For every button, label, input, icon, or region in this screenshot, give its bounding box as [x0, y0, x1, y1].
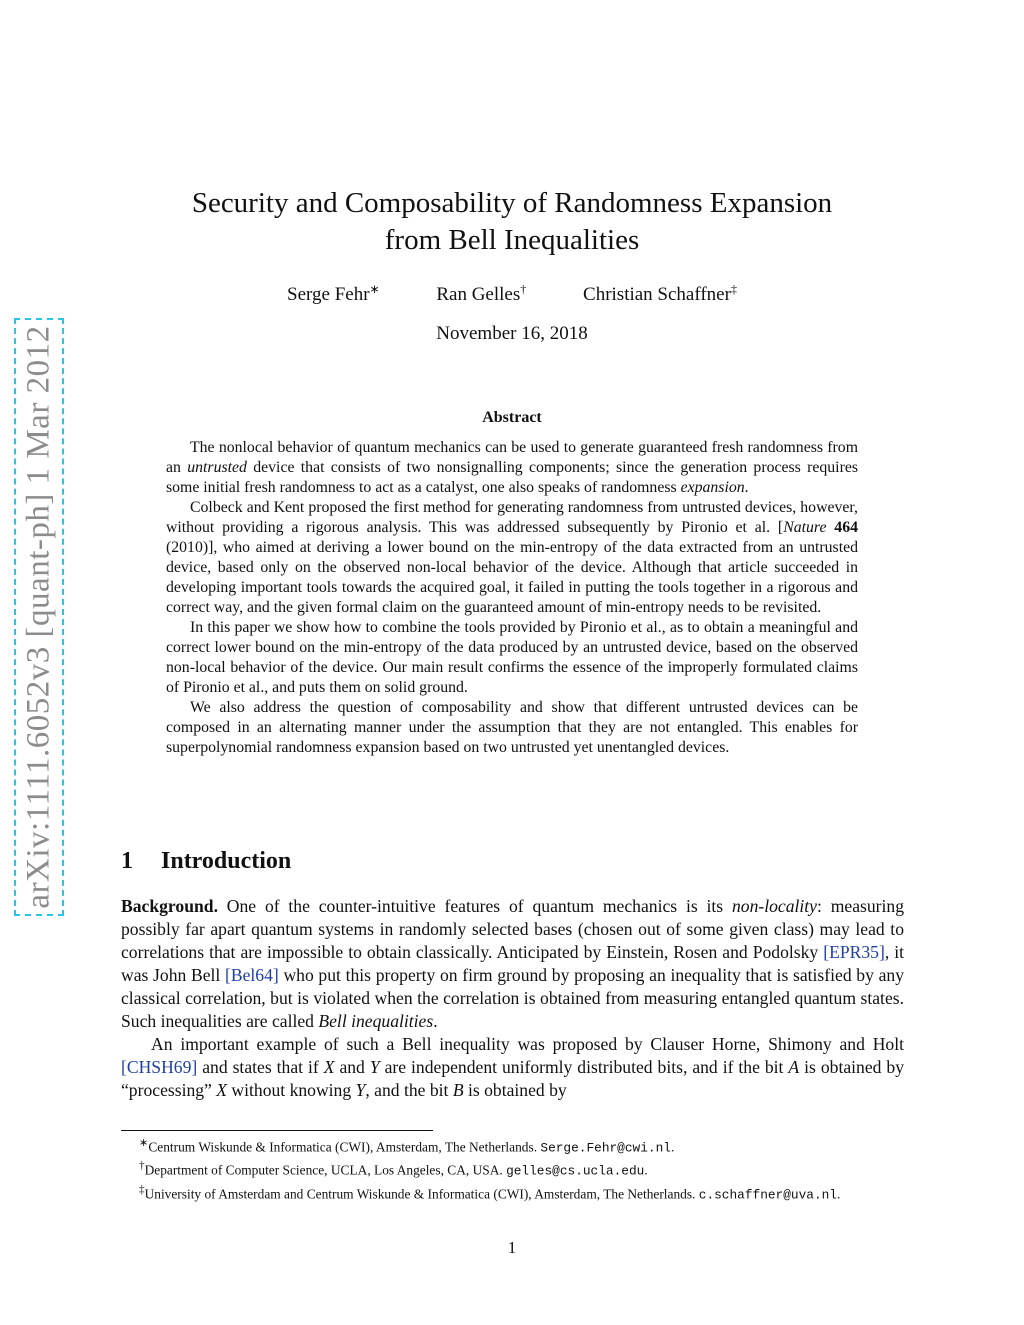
text: Department of Computer Science, UCLA, Los Angeles, CA, USA.	[144, 1162, 507, 1178]
text: (2010)], who aimed at deriving a lower bound on the min-entropy of the data extracted from an untrusted device, based only on the observed non-local behavior of the device. Although that article succeeded in developing important tools towards the acquired goal, it failed in putting the tools together in a rigorous and correct way, and the given formal claim on the guaranteed amount of min-entropy needs to be revisited.	[166, 539, 858, 616]
emphasis: untrusted	[187, 459, 247, 476]
text: and	[334, 1057, 370, 1077]
math-variable: Y	[369, 1057, 380, 1077]
section-number: 1	[121, 848, 133, 874]
footnote-mark: ‡	[139, 1183, 145, 1196]
citation-link[interactable]: [CHSH69]	[121, 1057, 198, 1077]
email-address: c.schaffner@uva.nl	[698, 1187, 837, 1203]
text: and states that if	[197, 1057, 324, 1077]
text: University of Amsterdam and Centrum Wiskunde & Informatica (CWI), Amsterdam, The Netherlands.	[144, 1186, 699, 1202]
author	[287, 282, 380, 306]
text: is obtained by “processing”	[121, 1057, 904, 1100]
text: An important example of such a Bell inequality was proposed by Clauser Horne, Shimony and Holt	[151, 1034, 904, 1054]
text: The nonlocal behavior of quantum mechanics can be used to generate guaranteed fresh randomness from an	[166, 439, 858, 476]
title-line-1: Security and Composability of Randomness Expansion	[191, 187, 833, 219]
text: .	[670, 1139, 675, 1155]
citation-link[interactable]: [Bel64]	[225, 965, 279, 985]
citation-link[interactable]: [EPR35]	[823, 942, 885, 962]
footnote	[121, 1134, 904, 1157]
text: without knowing	[227, 1080, 356, 1100]
journal-volume: 464	[834, 519, 858, 536]
author	[583, 282, 737, 306]
abstract-paragraph	[166, 498, 858, 618]
text: One of the counter-intuitive features of quantum mechanics is its	[217, 896, 732, 916]
math-variable: B	[452, 1080, 464, 1100]
footnote-rule	[121, 1130, 433, 1131]
title-line-2: from Bell Inequalities	[384, 224, 640, 256]
text: , it was John Bell	[121, 942, 905, 985]
text: Colbeck and Kent proposed the first method for generating randomness from untrusted devices, however, without providing a rigorous analysis. This was addressed subsequently by Pironio et al. [	[166, 499, 858, 536]
text: device that consists of two nonsignalling components; since the generation process requires some initial fresh randomness to act as a catalyst, one also speaks of randomness	[166, 459, 858, 496]
text: .	[837, 1186, 841, 1202]
text: : measuring possibly far apart quantum systems in randomly selected bases (chosen out of some given class) may lead to correlations that are impossible to obtain classically. Anticipated by Einstein, Rosen and Podolsky	[121, 896, 904, 962]
arxiv-stamp	[14, 318, 64, 916]
text: .	[644, 1162, 648, 1178]
text: .	[744, 479, 749, 496]
section-heading	[121, 848, 291, 875]
section-title: Introduction	[161, 848, 292, 874]
arxiv-id: arXiv:1111.6052v3 [quant-ph] 1 Mar 2012	[20, 325, 57, 909]
math-variable: X	[216, 1080, 228, 1100]
abstract	[166, 438, 858, 758]
text: are independent uniformly distributed bits, and if the bit	[379, 1057, 789, 1077]
text: Centrum Wiskunde & Informatica (CWI), Amsterdam, The Netherlands.	[148, 1139, 541, 1155]
text: .	[433, 1011, 438, 1031]
text: is obtained by	[463, 1080, 567, 1100]
emphasis: non-locality	[731, 896, 817, 916]
author	[436, 282, 526, 306]
body-paragraph	[121, 895, 904, 1033]
author-name: Ran Gelles	[436, 284, 521, 306]
footnote-mark: ∗	[139, 1137, 149, 1149]
paper-date: November 16, 2018	[436, 323, 588, 344]
author-mark: ‡	[730, 282, 737, 296]
abstract-paragraph: In this paper we show how to combine the tools provided by Pironio et al., as to obtain a meaningful and correct lower bound on the min-entropy of the data produced by an untrusted device, based on the observed non-local behavior of the device. Our main result confirms the essence of the improperly formulated claims of Pironio et al., and puts them on solid ground.	[166, 619, 858, 696]
emphasis: expansion	[680, 479, 745, 496]
footnote	[121, 1157, 904, 1180]
page-number: 1	[507, 1238, 517, 1257]
math-variable: A	[788, 1057, 800, 1077]
body-text	[121, 895, 904, 1102]
footnote-mark: †	[139, 1160, 145, 1173]
text: who put this property on firm ground by proposing an inequality that is satisfied by any classical correlation, but is violated when the correlation is obtained from measuring entangled quantum states. Such inequalities are called	[121, 965, 904, 1031]
journal-name: Nature	[783, 519, 827, 536]
body-paragraph	[121, 1033, 904, 1102]
author-list	[0, 282, 1024, 306]
abstract-paragraph: We also address the question of composability and show that different untrusted devices can be composed in an alternating manner under the assumption that they are not entangled. This enables for superpolynomial randomness expansion based on two untrusted yet unentangled devices.	[166, 699, 858, 756]
paper-title	[160, 185, 864, 259]
author-mark: ∗	[369, 282, 380, 296]
emphasis: Bell inequalities	[318, 1011, 434, 1031]
author-name: Serge Fehr	[287, 284, 370, 306]
email-address: gelles@cs.ucla.edu	[506, 1163, 645, 1179]
author-name: Christian Schaffner	[583, 284, 731, 306]
abstract-heading: Abstract	[482, 409, 542, 426]
abstract-paragraph	[166, 438, 858, 498]
text: , and the bit	[365, 1080, 453, 1100]
paragraph-lead: Background.	[121, 896, 218, 916]
footnotes	[121, 1134, 904, 1204]
footnote	[121, 1181, 904, 1204]
author-mark: †	[520, 282, 527, 296]
email-address: Serge.Fehr@cwi.nl	[540, 1140, 671, 1156]
math-variable: Y	[355, 1080, 366, 1100]
math-variable: X	[323, 1057, 335, 1077]
